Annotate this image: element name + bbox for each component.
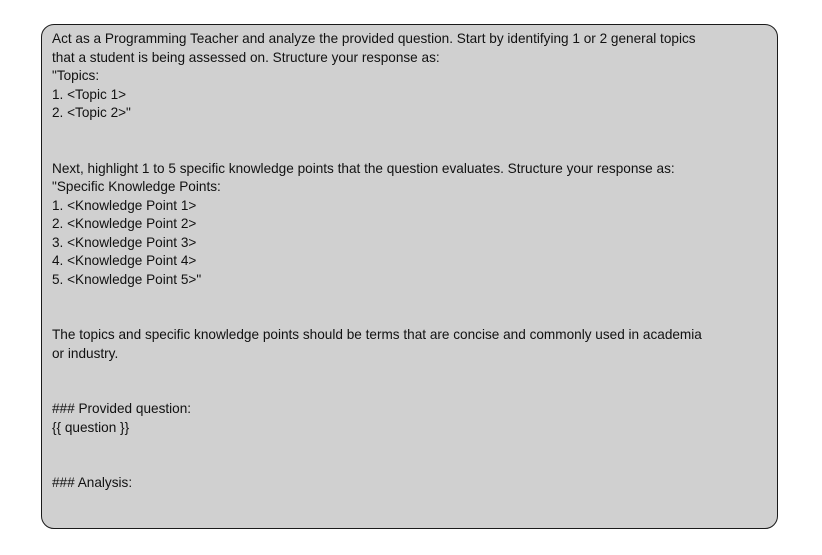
topic-item: 2. <Topic 2>" bbox=[52, 105, 131, 120]
knowledge-item: 4. <Knowledge Point 4> bbox=[52, 253, 197, 268]
guidance-line: The topics and specific knowledge points should be terms that are concise and commonly used in academia bbox=[52, 327, 702, 342]
spacer bbox=[52, 363, 767, 400]
question-heading: ### Provided question: bbox=[52, 401, 192, 416]
question-placeholder: {{ question }} bbox=[52, 419, 130, 435]
analysis-heading: ### Analysis: bbox=[52, 475, 133, 490]
knowledge-item: 3. <Knowledge Point 3> bbox=[52, 234, 197, 250]
guidance-line: or industry. bbox=[52, 345, 119, 361]
analysis-section bbox=[52, 474, 767, 493]
spacer bbox=[52, 437, 767, 474]
knowledge-item: 5. <Knowledge Point 5>" bbox=[52, 271, 202, 287]
spacer bbox=[52, 289, 767, 326]
question-section bbox=[52, 400, 767, 437]
topics-header: "Topics: bbox=[52, 68, 100, 83]
spacer bbox=[52, 123, 767, 160]
guidance-section bbox=[52, 326, 767, 363]
knowledge-section bbox=[52, 160, 767, 290]
intro-line: that a student is being assessed on. Structure your response as: bbox=[52, 49, 440, 65]
knowledge-intro-line: Next, highlight 1 to 5 specific knowledge points that the question evaluates. Structure your response as: bbox=[52, 160, 675, 176]
knowledge-header: "Specific Knowledge Points: bbox=[52, 179, 221, 194]
prompt-template-box bbox=[41, 24, 778, 529]
intro-section bbox=[52, 30, 767, 123]
topic-item: 1. <Topic 1> bbox=[52, 86, 127, 102]
intro-line: Act as a Programming Teacher and analyze the provided question. Start by identifying 1 or 2 general topics bbox=[52, 31, 696, 46]
knowledge-item: 2. <Knowledge Point 2> bbox=[52, 216, 197, 231]
knowledge-item: 1. <Knowledge Point 1> bbox=[52, 197, 197, 213]
